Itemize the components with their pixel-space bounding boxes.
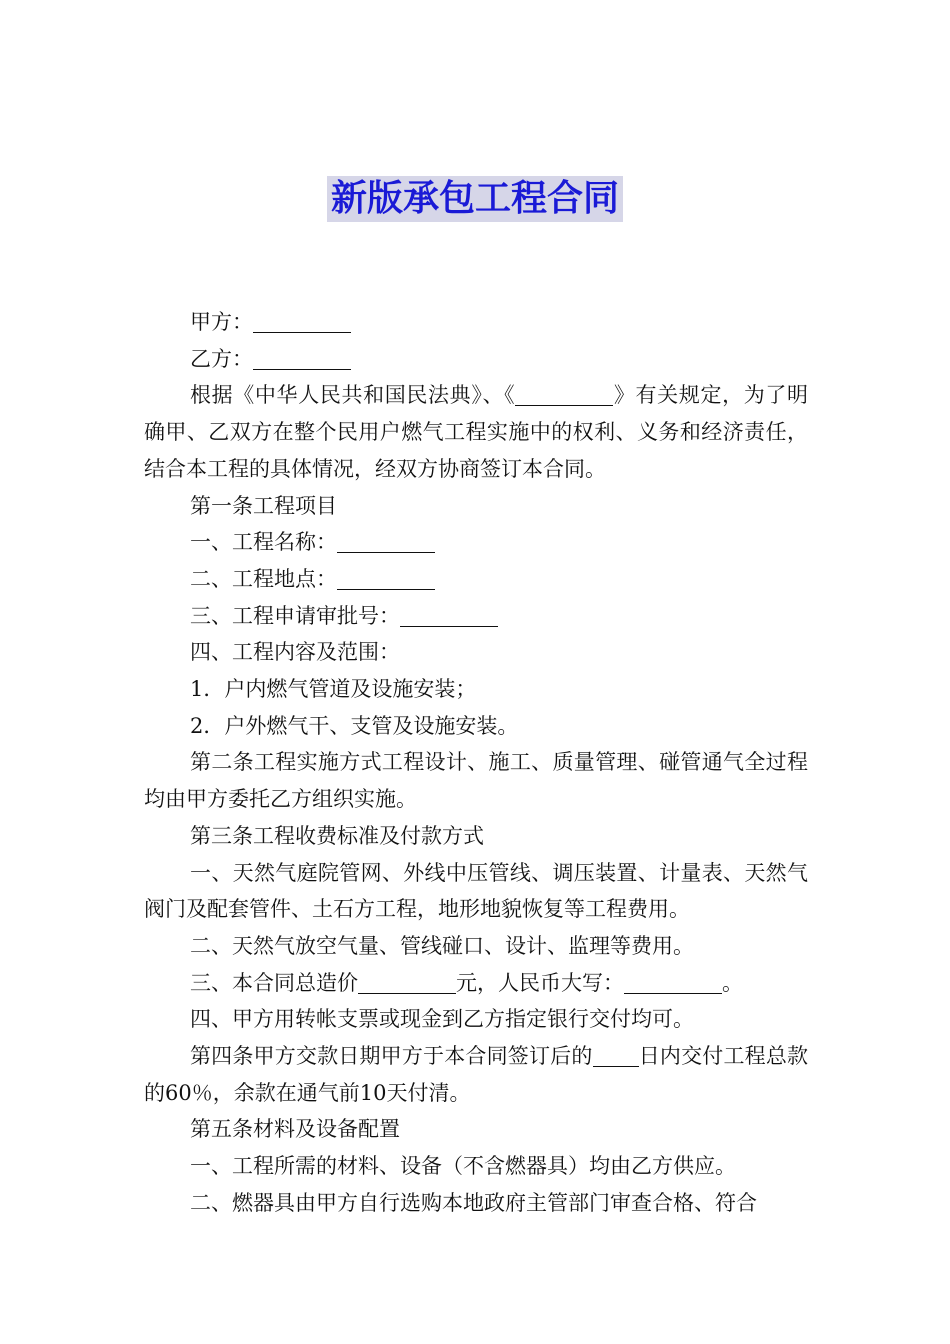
- rmb-capital-blank: [624, 969, 722, 994]
- document-title: 新版承包工程合同: [327, 176, 623, 222]
- document-title-wrap: [0, 176, 950, 222]
- article2-paragraph: 第二条工程实施方式工程设计、施工、质量管理、碰管通气全过程均由甲方委托乙方组织实施。: [144, 750, 808, 812]
- material-item-1: 一、工程所需的材料、设备（不含燃器具）均由乙方供应。: [190, 1154, 736, 1179]
- total-cost-blank: [358, 969, 456, 994]
- article4-paragraph: [144, 1038, 808, 1111]
- fee-item-2: 二、天然气放空气量、管线碰口、设计、监理等费用。: [190, 933, 694, 958]
- fee-item-4: 四、甲方用转帐支票或现金到乙方指定银行交付均可。: [190, 1007, 694, 1032]
- approval-number-blank: [400, 602, 498, 627]
- party-b-label: 乙方：: [190, 346, 253, 371]
- article5-heading: 第五条材料及设备配置: [190, 1117, 400, 1142]
- approval-number-label: 三、工程申请审批号：: [190, 603, 400, 628]
- project-site-blank: [337, 565, 435, 590]
- fee-item-3: [144, 965, 808, 1002]
- approval-number-line: [144, 598, 808, 635]
- project-name-line: [144, 524, 808, 561]
- material-item-2: 二、燃器具由甲方自行选购本地政府主管部门审查合格、符合: [190, 1190, 757, 1215]
- scope-item-1: 1．户内燃气管道及设施安装；: [190, 677, 477, 702]
- project-site-line: [144, 561, 808, 598]
- total-cost-label: 三、本合同总造价: [190, 970, 358, 995]
- project-site-label: 二、工程地点：: [190, 566, 337, 591]
- article1-heading: 第一条工程项目: [190, 493, 337, 518]
- intro-text-1: 根据《中华人民共和国民法典》、《: [190, 383, 516, 408]
- article4-text-2: 日内交付工程总款的60％，余款在通气前10天付清。: [144, 1044, 809, 1105]
- article3-heading: 第三条工程收费标准及付款方式: [190, 823, 484, 848]
- fee-item-3-end: 。: [722, 970, 743, 995]
- rmb-capital-label: 元，人民币大写：: [456, 970, 624, 995]
- party-b-blank: [253, 345, 351, 370]
- scope-item-2: 2．户外燃气干、支管及设施安装。: [190, 713, 519, 738]
- article4-text-1: 第四条甲方交款日期甲方于本合同签订后的: [190, 1044, 593, 1069]
- intro-text-2: 》有关规定，为了明确甲、乙双方在整个民用户燃气工程实施中的权利、义务和经济责任，结合本工程的具体情况，经双方协商签订本合同。: [144, 383, 809, 481]
- law-name-blank: [515, 381, 613, 406]
- party-a-line: [144, 304, 808, 341]
- days-blank: [593, 1042, 639, 1067]
- intro-paragraph: [144, 377, 808, 487]
- document-body: [144, 304, 808, 1222]
- project-name-blank: [337, 528, 435, 553]
- party-a-blank: [253, 308, 351, 333]
- scope-heading: 四、工程内容及范围：: [190, 640, 400, 665]
- party-b-line: [144, 341, 808, 378]
- fee-item-1: 一、天然气庭院管网、外线中压管线、调压装置、计量表、天然气阀门及配套管件、土石方工程，地形地貌恢复等工程费用。: [144, 860, 808, 922]
- project-name-label: 一、工程名称：: [190, 530, 337, 555]
- party-a-label: 甲方：: [190, 310, 253, 334]
